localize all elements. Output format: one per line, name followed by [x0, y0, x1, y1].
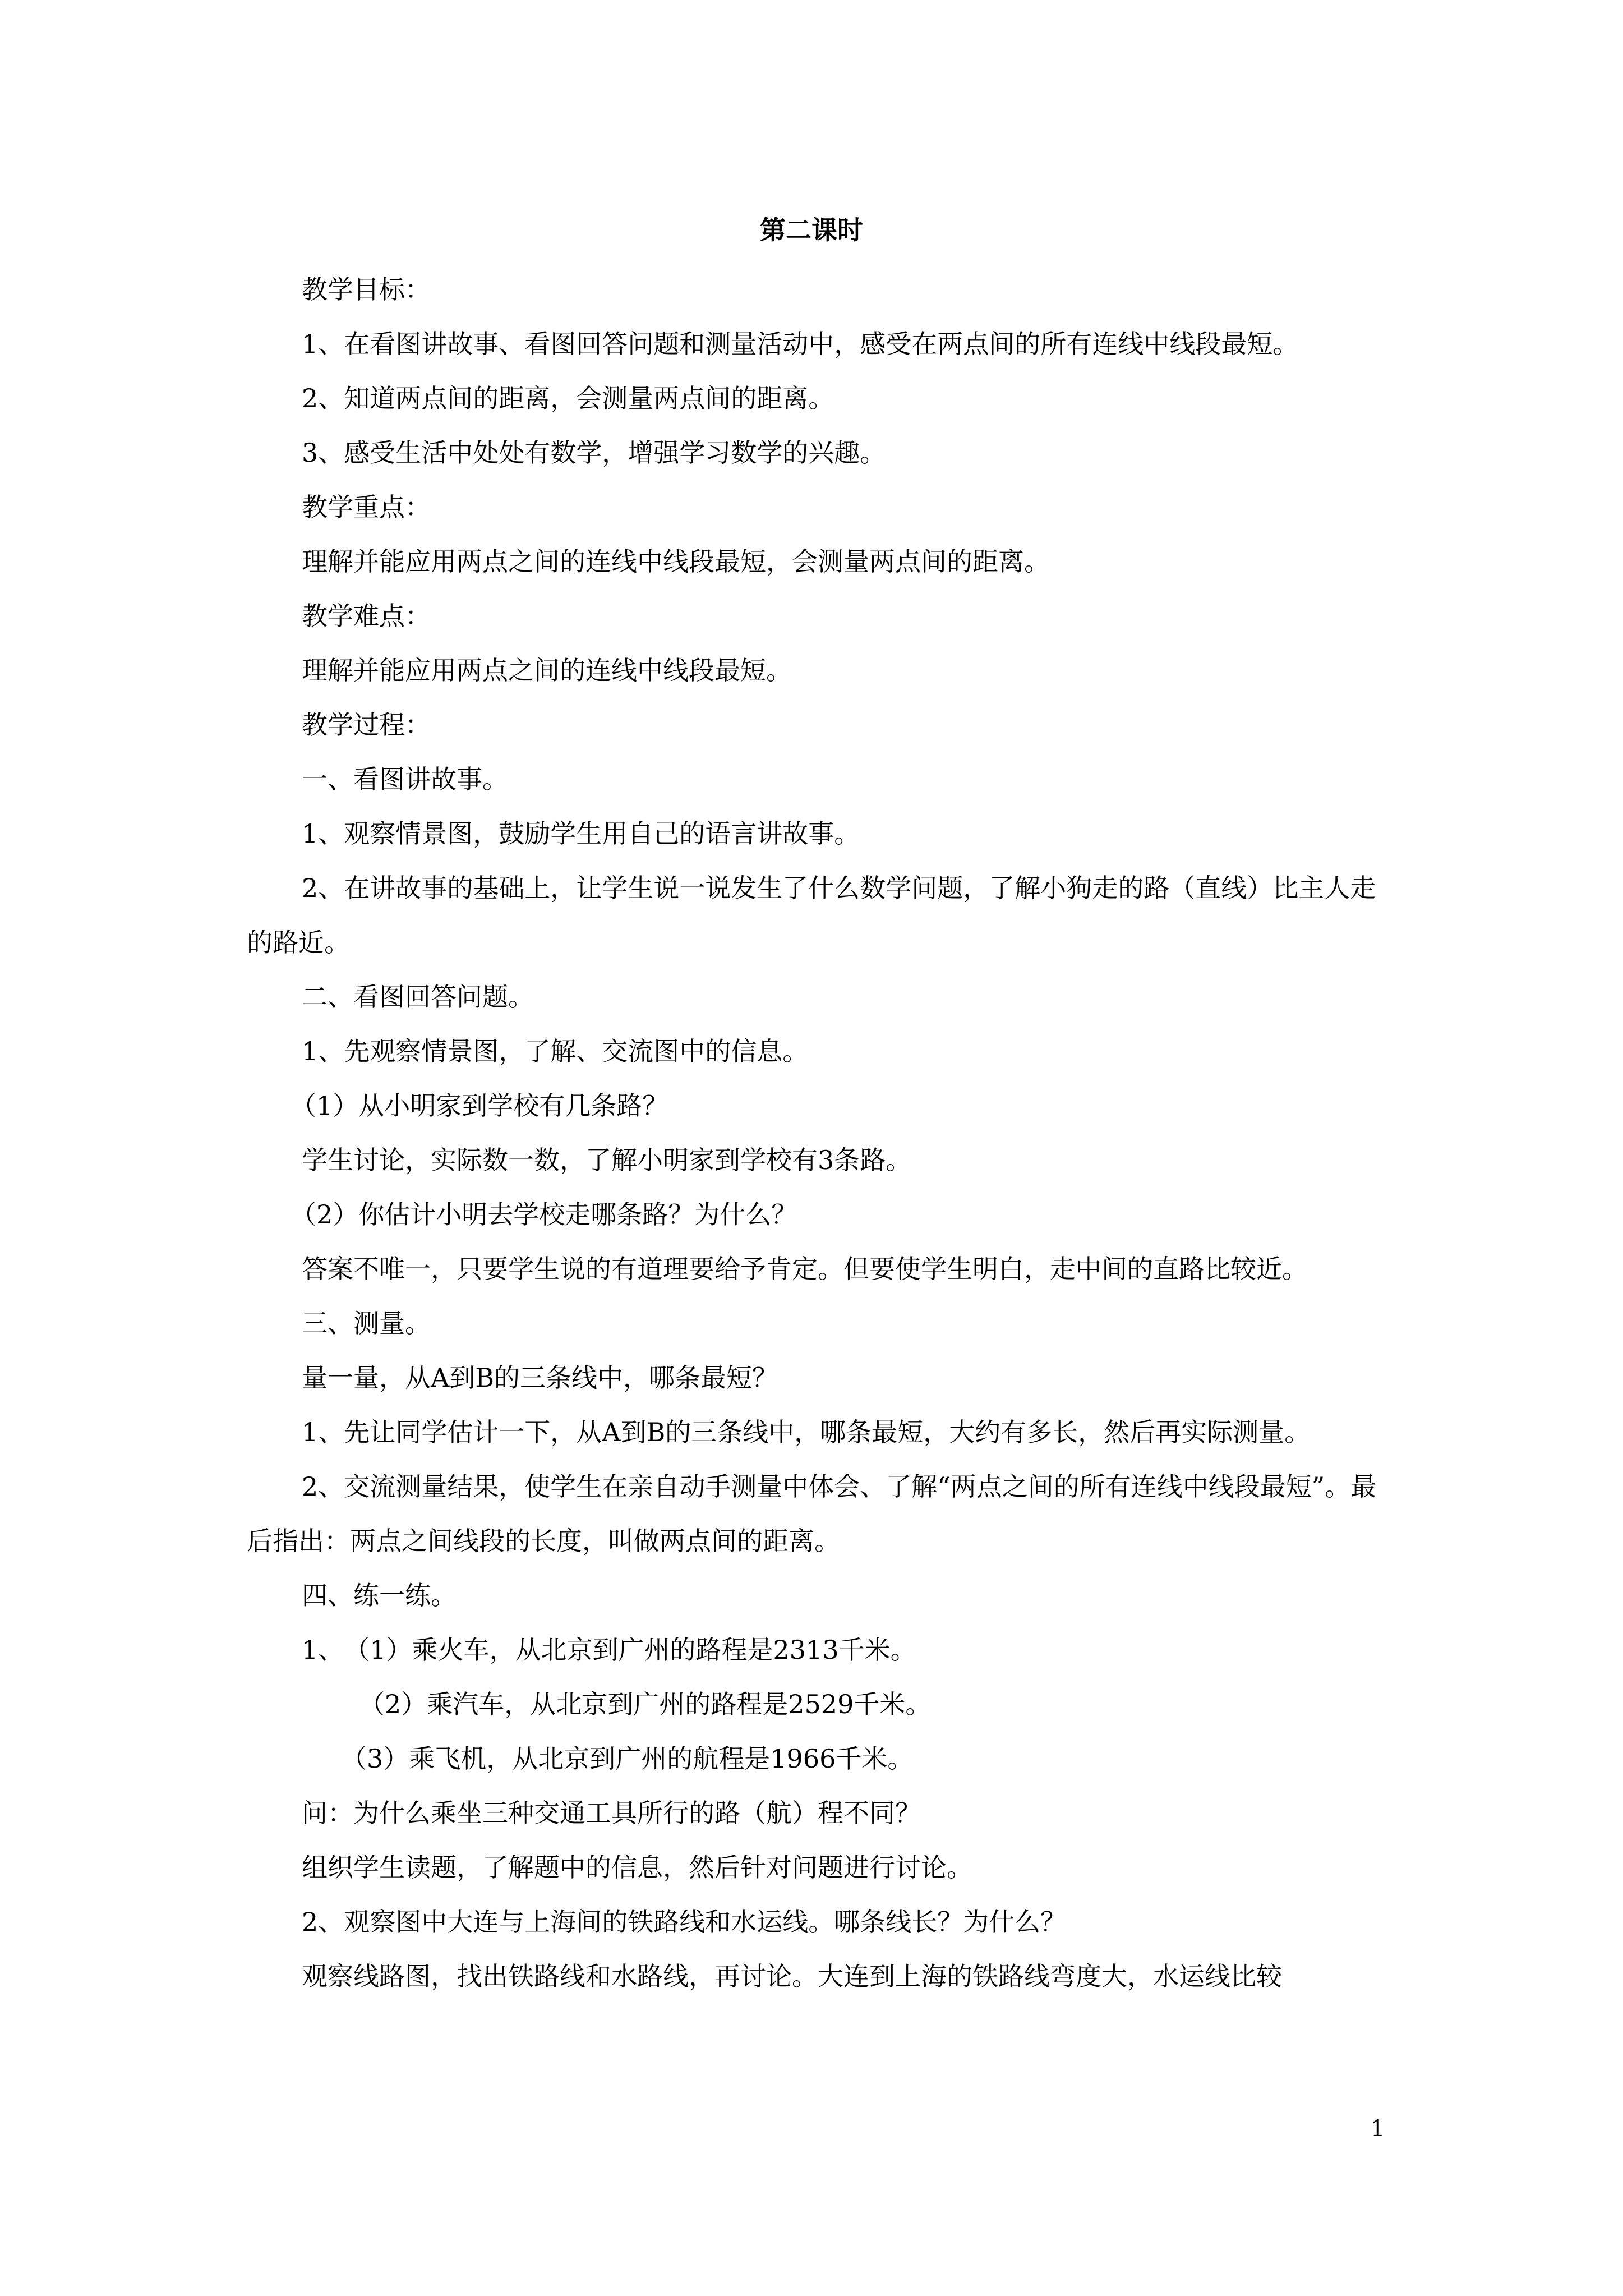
- paragraph-section-1-item-2: 2、在讲故事的基础上，让学生说一说发生了什么数学问题，了解小狗走的路（直线）比主人走的路近。: [247, 873, 1376, 958]
- paragraph-section-3-item-1: 1、先让同学估计一下，从A到B的三条线中，哪条最短，大约有多长，然后再实际测量。: [302, 1417, 1311, 1447]
- paragraph-section-3-item-2: 2、交流测量结果，使学生在亲自动手测量中体会、了解“两点之间的所有连线中线段最短”。最后指出：两点之间线段的长度，叫做两点间的距离。: [247, 1471, 1377, 1556]
- paragraph-exercise-2: 2、观察图中大连与上海间的铁路线和水运线。哪条线长？为什么？: [302, 1907, 1067, 1937]
- paragraph-exercise-1-b: （2）乘汽车，从北京到广州的路程是2529千米。: [359, 1689, 932, 1719]
- paragraph-exercise-1-a: 1、 （1）乘火车，从北京到广州的路程是2313千米。: [302, 1635, 916, 1665]
- paragraph-answer-1: 学生讨论，实际数一数，了解小明家到学校有3条路。: [302, 1145, 912, 1175]
- paragraph-difficulties-heading: 教学难点：: [302, 601, 431, 631]
- paragraph-question-2: （2）你估计小明去学校走哪条路？为什么？: [291, 1199, 797, 1230]
- page-title: 第二课时: [760, 215, 863, 245]
- paragraph-section-1: 一、看图讲故事。: [302, 764, 508, 794]
- paragraph-objectives-heading: 教学目标：: [302, 274, 431, 305]
- document-body: [247, 263, 1391, 2004]
- paragraph-section-1-item-1: 1、观察情景图，鼓励学生用自己的语言讲故事。: [302, 818, 860, 849]
- paragraph-answer-2: 答案不唯一，只要学生说的有道理要给予肯定。但要使学生明白，走中间的直路比较近。: [302, 1254, 1308, 1284]
- paragraph-section-2: 二、看图回答问题。: [302, 982, 534, 1012]
- paragraph-objective-2: 2、知道两点间的距离，会测量两点间的距离。: [302, 383, 834, 413]
- paragraph-key-points-heading: 教学重点：: [302, 492, 431, 522]
- paragraph-process-heading: 教学过程：: [302, 710, 431, 740]
- paragraph-section-4: 四、练一练。: [302, 1580, 457, 1611]
- paragraph-exercise-1-c: （3）乘飞机，从北京到广州的航程是1966千米。: [341, 1743, 914, 1774]
- paragraph-objective-1: 1、在看图讲故事、看图回答问题和测量活动中，感受在两点间的所有连线中线段最短。: [302, 329, 1299, 359]
- paragraph-exercise-question: 问：为什么乘坐三种交通工具所行的路（航）程不同？: [302, 1798, 921, 1828]
- paragraph-section-3-task: 量一量，从A到B的三条线中，哪条最短？: [302, 1363, 778, 1393]
- paragraph-question-1: （1）从小明家到学校有几条路？: [291, 1091, 668, 1121]
- paragraph-exercise-2-guidance: 观察线路图，找出铁路线和水路线，再讨论。大连到上海的铁路线弯度大，水运线比较: [302, 1961, 1282, 1991]
- paragraph-section-2-item-1: 1、先观察情景图，了解、交流图中的信息。: [302, 1036, 809, 1066]
- paragraph-exercise-guidance: 组织学生读题，了解题中的信息，然后针对问题进行讨论。: [302, 1852, 972, 1883]
- page-number: 1: [1371, 2116, 1385, 2142]
- paragraph-objective-3: 3、感受生活中处处有数学，增强学习数学的兴趣。: [302, 438, 886, 468]
- paragraph-key-points: 理解并能应用两点之间的连线中线段最短，会测量两点间的距离。: [302, 546, 1050, 577]
- paragraph-difficulties: 理解并能应用两点之间的连线中线段最短。: [302, 655, 792, 685]
- paragraph-section-3: 三、测量。: [302, 1308, 431, 1338]
